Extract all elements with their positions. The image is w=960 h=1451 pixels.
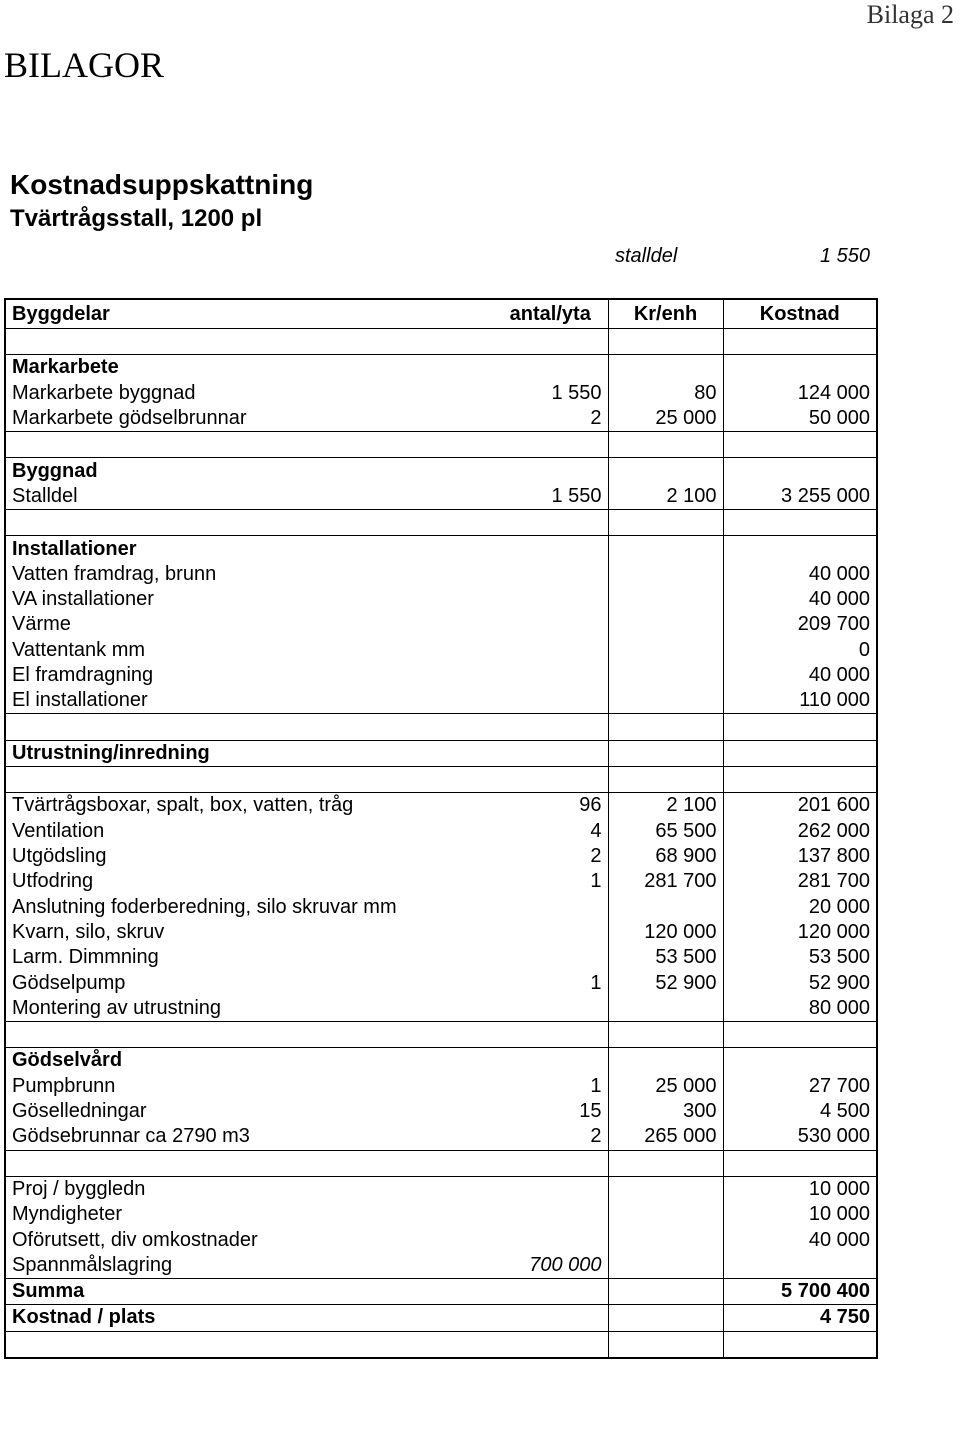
table-row: [5, 355, 877, 381]
row-krenh: 68 900: [608, 844, 723, 869]
table-row: [5, 1124, 877, 1150]
table-row: [5, 1099, 877, 1124]
table-row: [5, 996, 877, 1022]
row-kostnad: 10 000: [808, 1203, 870, 1226]
table-row: [5, 819, 877, 844]
row-krenh: [608, 1331, 723, 1358]
row-antal: [493, 895, 608, 920]
row-label: Markarbete byggnad: [12, 381, 196, 404]
row-label: [5, 510, 493, 536]
row-kostnad: 50 000: [723, 406, 877, 432]
table-row: [5, 329, 877, 355]
row-krenh: 120 000: [608, 920, 723, 945]
row-antal: [493, 1278, 608, 1304]
table-row: [5, 767, 877, 793]
row-kostnad: [723, 458, 877, 484]
row-kostnad: 201 600: [797, 794, 870, 817]
table-row: [5, 1022, 877, 1048]
row-label: Stalldel: [5, 484, 493, 510]
table-row: [5, 844, 877, 869]
row-kostnad: 120 000: [797, 920, 870, 943]
row-antal: 4: [493, 819, 608, 844]
row-label: Vattentank mm: [12, 638, 146, 661]
row-kostnad: 137 800: [797, 845, 870, 868]
table-row: [5, 1278, 877, 1304]
row-label: Byggnad: [12, 459, 98, 482]
table-row: [5, 1202, 877, 1227]
row-kostnad: 4 500: [819, 1100, 870, 1123]
row-antal: [493, 1176, 608, 1202]
table-row: [5, 406, 877, 432]
row-label: Göselledningar: [12, 1100, 147, 1123]
row-label: Markarbete: [12, 356, 119, 379]
table-row: [5, 1150, 877, 1176]
row-kostnad: 3 255 000: [723, 484, 877, 510]
row-antal: [493, 1202, 608, 1227]
row-label: Markarbete gödselbrunnar: [5, 406, 493, 432]
row-antal: [493, 432, 608, 458]
row-kostnad: 530 000: [723, 1124, 877, 1150]
row-label: Vatten framdrag, brunn: [12, 562, 217, 585]
row-label: Installationer: [12, 537, 137, 560]
header-antal: antal/yta: [493, 299, 608, 329]
row-antal: [493, 536, 608, 562]
row-kostnad: [723, 740, 877, 766]
table-row: [5, 663, 877, 688]
table-row: [5, 484, 877, 510]
row-kostnad: 52 900: [808, 971, 870, 994]
row-antal: [493, 638, 608, 663]
table-row: [5, 562, 877, 587]
row-krenh: [608, 510, 723, 536]
row-kostnad: 209 700: [797, 613, 870, 636]
attachment-label: Bilaga 2: [866, 0, 954, 29]
row-krenh: [608, 996, 723, 1022]
row-krenh: 25 000: [608, 406, 723, 432]
row-krenh: [608, 587, 723, 612]
row-label: [5, 1331, 493, 1358]
table-row: [5, 1253, 877, 1279]
row-antal: 2: [493, 1124, 608, 1150]
row-antal: [493, 1048, 608, 1074]
row-krenh: [608, 1048, 723, 1074]
row-krenh: 52 900: [608, 970, 723, 995]
row-antal: [493, 355, 608, 381]
row-kostnad: 10 000: [808, 1177, 870, 1200]
row-label: El installationer: [5, 688, 493, 714]
row-antal: [493, 920, 608, 945]
row-label: Oförutsett, div omkostnader: [12, 1228, 258, 1251]
row-kostnad: 40 000: [808, 562, 870, 585]
row-kostnad: 5 700 400: [723, 1278, 877, 1304]
table-row: [5, 458, 877, 484]
row-antal: [493, 714, 608, 740]
row-antal: [493, 1022, 608, 1048]
table-header-row: [5, 299, 877, 329]
row-label: Summa: [5, 1278, 493, 1304]
row-label: Pumpbrunn: [12, 1074, 116, 1097]
row-antal: [493, 996, 608, 1022]
row-kostnad: 124 000: [797, 381, 870, 404]
row-antal: [493, 740, 608, 766]
row-antal: [493, 458, 608, 484]
row-label: [5, 767, 493, 793]
row-kostnad: 4 750: [723, 1305, 877, 1331]
cost-table: [4, 298, 878, 1359]
row-krenh: [608, 1253, 723, 1279]
row-kostnad: [723, 714, 877, 740]
row-label: Ventilation: [12, 819, 105, 842]
row-antal: 1: [493, 970, 608, 995]
row-kostnad: [723, 355, 877, 381]
row-label: Myndigheter: [12, 1203, 123, 1226]
table-row: [5, 381, 877, 406]
row-kostnad: [723, 329, 877, 355]
table-row: [5, 536, 877, 562]
row-antal: [493, 329, 608, 355]
row-krenh: [608, 895, 723, 920]
row-kostnad: 0: [858, 638, 870, 661]
row-kostnad: 110 000: [723, 688, 877, 714]
table-row: [5, 688, 877, 714]
header-byggdelar: Byggdelar: [5, 299, 493, 329]
row-krenh: 80: [608, 381, 723, 406]
table-row: [5, 638, 877, 663]
row-label: Larm. Dimmning: [12, 946, 159, 969]
table-row: [5, 740, 877, 766]
row-krenh: [608, 1150, 723, 1176]
header-kostnad: Kostnad: [723, 299, 877, 329]
row-krenh: [608, 714, 723, 740]
row-krenh: [608, 432, 723, 458]
row-antal: 1 550: [493, 381, 608, 406]
row-krenh: [608, 355, 723, 381]
row-label: Anslutning foderberedning, silo skruvar mm: [12, 895, 397, 918]
row-antal: [493, 1150, 608, 1176]
table-row: [5, 1176, 877, 1202]
page-title: Kostnadsuppskattning: [10, 169, 314, 200]
row-antal: [493, 767, 608, 793]
row-krenh: 281 700: [608, 869, 723, 894]
row-krenh: [608, 1202, 723, 1227]
row-label: Montering av utrustning: [5, 996, 493, 1022]
stall-label: stalldel: [615, 245, 678, 267]
table-row: [5, 587, 877, 612]
row-antal: [493, 1227, 608, 1252]
row-label: Proj / byggledn: [12, 1177, 146, 1200]
table-row: [5, 1331, 877, 1358]
row-krenh: [608, 329, 723, 355]
row-antal: [493, 562, 608, 587]
row-kostnad: [723, 767, 877, 793]
row-krenh: [608, 612, 723, 637]
row-kostnad: [723, 1150, 877, 1176]
row-label: Kvarn, silo, skruv: [12, 920, 165, 943]
row-kostnad: 53 500: [808, 946, 870, 969]
row-krenh: 65 500: [608, 819, 723, 844]
row-kostnad: 40 000: [808, 588, 870, 611]
row-antal: [493, 510, 608, 536]
row-krenh: [608, 638, 723, 663]
row-label: Gödsebrunnar ca 2790 m3: [5, 1124, 493, 1150]
table-row: [5, 1048, 877, 1074]
row-label: [5, 714, 493, 740]
row-kostnad: [723, 1048, 877, 1074]
row-antal: 96: [493, 793, 608, 819]
row-antal: 700 000: [493, 1253, 608, 1279]
row-kostnad: [723, 510, 877, 536]
row-kostnad: 40 000: [808, 664, 870, 686]
table-row: [5, 1074, 877, 1099]
row-krenh: [608, 1227, 723, 1252]
row-antal: [493, 587, 608, 612]
row-antal: [493, 945, 608, 970]
row-label: Utrustning/inredning: [5, 740, 493, 766]
row-label: Tvärtrågsboxar, spalt, box, vatten, tråg: [12, 794, 354, 817]
row-label: Värme: [12, 613, 71, 636]
row-antal: [493, 1305, 608, 1331]
row-kostnad: [723, 1253, 877, 1279]
row-kostnad: 262 000: [797, 819, 870, 842]
row-krenh: 2 100: [608, 793, 723, 819]
row-krenh: [608, 458, 723, 484]
row-antal: 1: [493, 1074, 608, 1099]
row-label: Gödselpump: [12, 971, 126, 994]
table-row: [5, 793, 877, 819]
row-antal: 2: [493, 406, 608, 432]
row-krenh: 53 500: [608, 945, 723, 970]
row-krenh: 25 000: [608, 1074, 723, 1099]
row-kostnad: [723, 432, 877, 458]
row-kostnad: 40 000: [808, 1228, 870, 1251]
row-label: [5, 432, 493, 458]
row-krenh: 300: [608, 1099, 723, 1124]
table-row: [5, 1305, 877, 1331]
table-row: [5, 714, 877, 740]
row-kostnad: 281 700: [797, 870, 870, 893]
row-label: Gödselvård: [12, 1049, 123, 1072]
row-kostnad: 27 700: [808, 1074, 870, 1097]
header-krenh: Kr/enh: [608, 299, 723, 329]
row-label: [5, 1022, 493, 1048]
row-antal: 1 550: [493, 484, 608, 510]
table-row: [5, 895, 877, 920]
row-label: Utgödsling: [12, 845, 107, 868]
table-row: [5, 510, 877, 536]
row-label: [5, 1150, 493, 1176]
row-krenh: [608, 1305, 723, 1331]
table-row: [5, 432, 877, 458]
row-kostnad: [723, 1331, 877, 1358]
row-antal: 1: [493, 869, 608, 894]
table-row: [5, 920, 877, 945]
row-antal: 2: [493, 844, 608, 869]
row-krenh: [608, 1176, 723, 1202]
row-kostnad: [723, 536, 877, 562]
row-krenh: [608, 1278, 723, 1304]
row-krenh: [608, 536, 723, 562]
table-row: [5, 1227, 877, 1252]
row-krenh: 265 000: [608, 1124, 723, 1150]
section-title: BILAGOR: [4, 45, 164, 85]
row-label: El framdragning: [12, 664, 154, 686]
table-row: [5, 869, 877, 894]
row-krenh: [608, 562, 723, 587]
row-antal: [493, 663, 608, 688]
row-label: VA installationer: [12, 588, 154, 611]
table-row: [5, 612, 877, 637]
row-antal: [493, 612, 608, 637]
row-antal: 15: [493, 1099, 608, 1124]
page-subtitle: Tvärtrågsstall, 1200 pl: [10, 205, 263, 232]
row-krenh: [608, 663, 723, 688]
row-krenh: [608, 688, 723, 714]
row-label: Utfodring: [12, 870, 94, 893]
row-kostnad: 20 000: [808, 895, 870, 918]
row-krenh: [608, 1022, 723, 1048]
row-antal: [493, 1331, 608, 1358]
row-kostnad: [723, 1022, 877, 1048]
table-row: [5, 945, 877, 970]
table-row: [5, 970, 877, 995]
row-kostnad: 80 000: [723, 996, 877, 1022]
stall-value: 1 550: [819, 245, 870, 267]
row-antal: [493, 688, 608, 714]
row-krenh: [608, 740, 723, 766]
row-label: Kostnad / plats: [5, 1305, 493, 1331]
row-label: [5, 329, 493, 355]
row-krenh: 2 100: [608, 484, 723, 510]
row-krenh: [608, 767, 723, 793]
row-label: Spannmålslagring: [5, 1253, 493, 1279]
